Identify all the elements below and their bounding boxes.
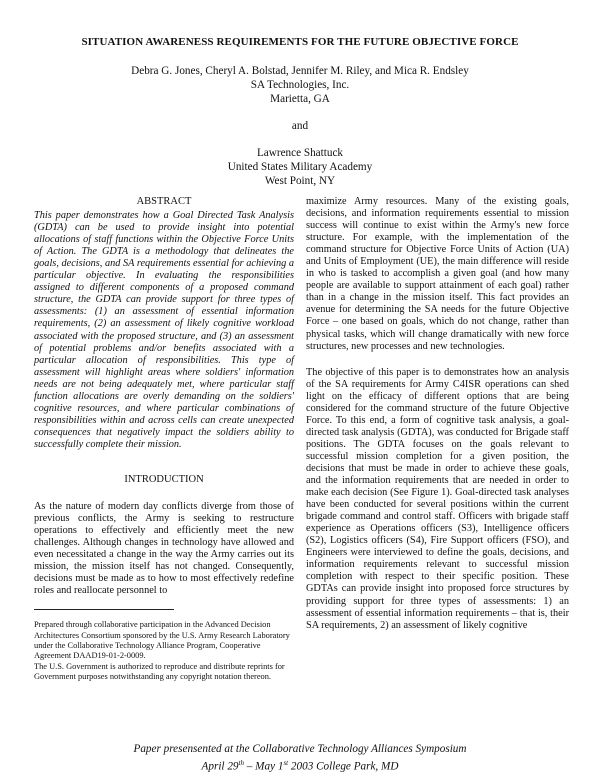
footnote-line-2: The U.S. Government is authorized to reproduce and distribute reprints for Government purposes notwithstanding any copyright notation thereon. xyxy=(34,661,285,681)
and-connector: and xyxy=(291,120,309,132)
author-org-2: United States Military Academy xyxy=(227,161,373,173)
footer-sup-st: st xyxy=(283,759,289,767)
author-org: SA Technologies, Inc. xyxy=(250,79,350,91)
introduction-text: As the nature of modern day conflicts diverge from those of previous conflicts, the Army is seeking to restructure operations to effectively and efficiently meet the new challenges. Although changes in technology have allowed and even necessitated a change in the way the Army carries out its mission, the mission itself has not changed. Consequently, decisions must be made as to how to most effectively redefine roles and reallocate personnel to xyxy=(34,501,294,597)
introduction-heading: INTRODUCTION xyxy=(124,473,204,485)
footnote-divider xyxy=(34,609,174,610)
footer-date-start: April 29 xyxy=(201,760,239,773)
author-block-2 xyxy=(0,146,600,188)
author-names: Debra G. Jones, Cheryl A. Bolstad, Jennifer M. Riley, and Mica R. Endsley xyxy=(131,65,469,77)
left-column xyxy=(34,196,294,682)
author-block-1 xyxy=(0,64,600,106)
footnote-line-1: Prepared through collaborative participation in the Advanced Decision Architectures Consortium sponsored by the U.S. Army Research Laboratory under the Collaborative Technology Alliance Program, Cooperative Agreement DAAD19-01-2-0009. xyxy=(34,620,290,661)
footer-line-1: Paper presensented at the Collaborative Technology Alliances Symposium xyxy=(133,743,467,755)
footer-date-end: 2003 College Park, MD xyxy=(288,760,399,773)
footer-sup-th: th xyxy=(238,759,244,767)
abstract-heading: ABSTRACT xyxy=(136,196,192,207)
author-location: Marietta, GA xyxy=(270,93,330,105)
paper-title: SITUATION AWARENESS REQUIREMENTS FOR THE FUTURE OBJECTIVE FORCE xyxy=(81,36,519,48)
author-name-2: Lawrence Shattuck xyxy=(256,147,344,159)
author-location-2: West Point, NY xyxy=(264,175,336,187)
footer-line-2 xyxy=(0,756,600,774)
abstract-text: This paper demonstrates how a Goal Directed Task Analysis (GDTA) can be used to provide insight into potential allocations of staff functions within the Objective Force Units of Action. The GDTA is a methodology that delineates the goals, decisions, and SA requirements essential for achieving a particular objective. In evaluating the responsibilities assigned to different components of a proposed command structure, the GDTA can provide support for three types of assessments: (1) an assessment of essential information requirements, (2) an assessment of likely cognitive workload associated with the proposed structure, and (3) an assessment of potential problems and/or benefits associated with a particular allocation of responsibilities. This type of assessment will highlight areas where soldiers' information needs are not being adequately met, where particular staff function allocations are overly demanding on the soldiers' cognitive resources, and where particular combinations of responsibilities within and across cells can create unexpected consequences that negatively impact the soldiers ability to successfully complete their mission. xyxy=(34,210,294,450)
footer-date-mid: – May 1 xyxy=(243,760,284,773)
conference-footer xyxy=(0,742,600,774)
right-column xyxy=(306,196,569,632)
body-paragraph-1: maximize Army resources. Many of the existing goals, decisions, and information requirements essential to mission success will continue to exist within the Army's new force structure. For example, with the implementation of the command structure for Objective Force Units of Action (UA) and Units of Employment (UE), the main difference will reside in who is tasked to accomplish a given goal (and how many people are available to support attainment of each goal) rather than in a change in the mission itself. This fact provides an avenue for determining the SA needs for the future Objective Force – one based on goals, which do not change, rather than physical tasks, which will change dramatically with new force structures, new processes and new technologies. xyxy=(306,196,569,352)
body-paragraph-2: The objective of this paper is to demonstrates how an analysis of the SA requirements for Army C4ISR operations can shed light on the efficacy of different options that are being considered for the command structure of the future Objective Force. To this end, a form of cognitive task analysis, a goal-directed task analysis (GDTA), was conducted for Brigade staff positions. The GDTA focuses on the goals relevant to successful mission completion for a given position, the decisions that must be made in order to achieve these goals, and the information requirements that are needed in order to make each decision (See Figure 1). Goal-directed task analyses have been conducted for several positions within the current brigade command and control staff. Officers with brigade staff experience as Operations officers (S3), Intelligence officers (S2), Logistics officers (S4), Fire Support officers (FSO), and Engineers were interviewed to define the goals, decisions, and information requirements relevant to successful mission completion with respect to their specific position. These GDTAs can provide insight into proposed force structures by providing support for three types of assessments: 1) an assessment of essential information requirements – that is, their SA requirements, 2) an assessment of likely cognitive xyxy=(306,366,569,631)
